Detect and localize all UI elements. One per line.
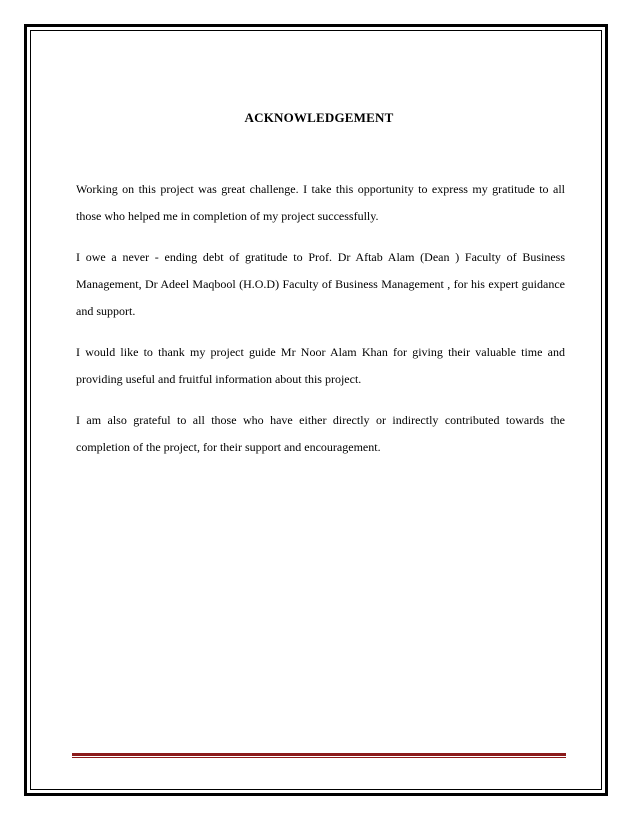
paragraph-gratitude-faculty: I owe a never - ending debt of gratitude to Prof. Dr Aftab Alam (Dean ) Faculty of Business Management, Dr Adeel Maqbool (H.O.D) Faculty of Business Management , for his expert guidance and support. — [76, 250, 565, 318]
paragraph-project-guide: I would like to thank my project guide Mr Noor Alam Khan for giving their valuable time and providing useful and fruitful information about this project. — [76, 345, 565, 386]
document-body — [76, 176, 565, 475]
paragraph-intro: Working on this project was great challenge. I take this opportunity to express my gratitude to all those who helped me in completion of my project successfully. — [76, 182, 565, 223]
footer-divider — [72, 753, 566, 758]
paragraph-closing: I am also grateful to all those who have either directly or indirectly contributed towards the completion of the project, for their support and encouragement. — [76, 413, 565, 454]
footer-divider-thin — [72, 757, 566, 758]
page-title: ACKNOWLEDGEMENT — [244, 110, 394, 125]
